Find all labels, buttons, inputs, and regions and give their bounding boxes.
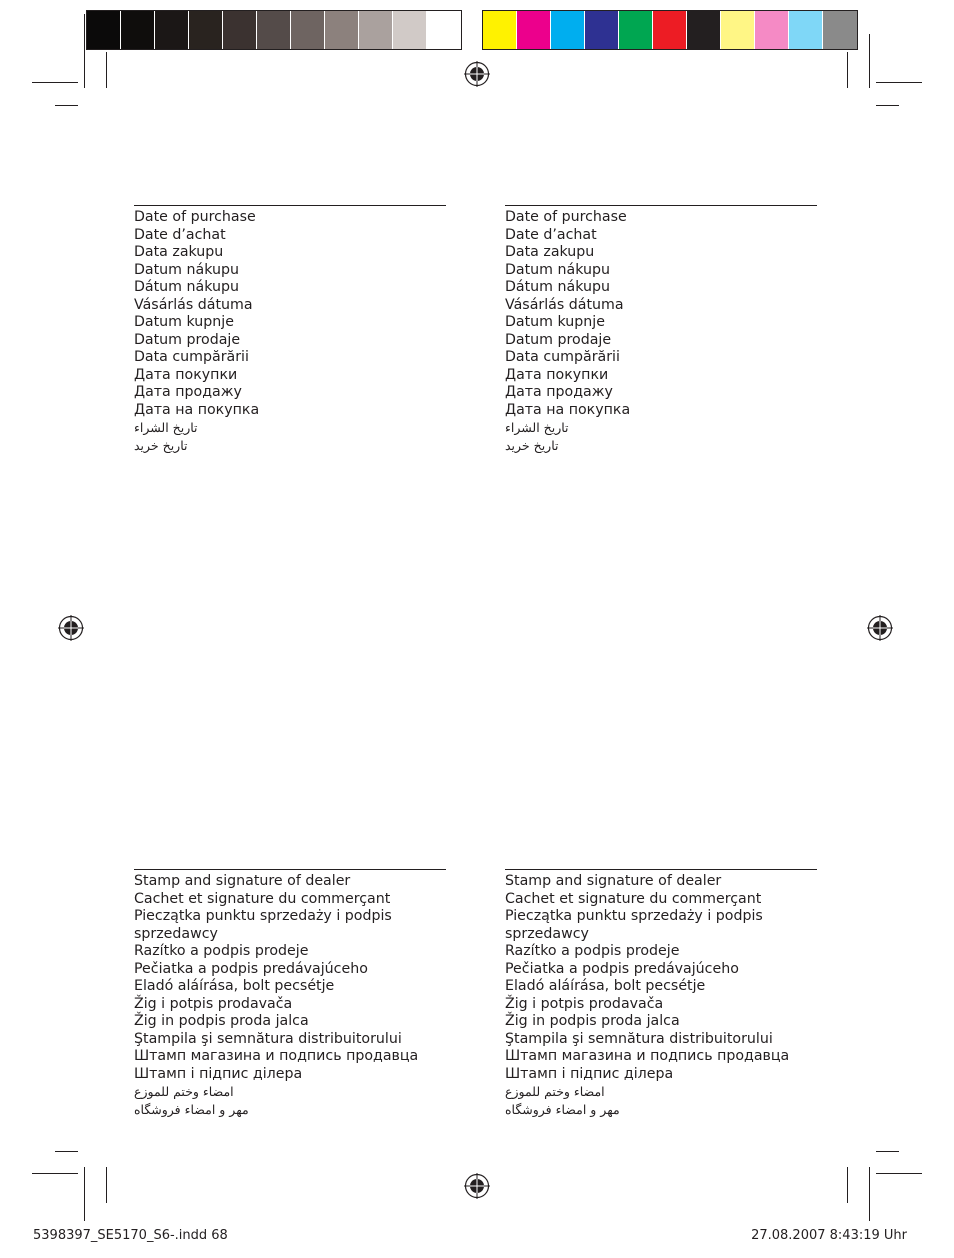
stamp-label-cz: Razítko a podpis prodeje <box>134 943 309 959</box>
date-label-fa: تاریخ خرید <box>134 438 188 453</box>
stamp-label-fa: مهر و امضاء فروشگاه <box>505 1102 620 1117</box>
stamp-label-ro: Ştampila şi semnătura distribuitorului <box>134 1030 402 1047</box>
color-swatch <box>585 11 619 49</box>
registration-mark-icon <box>58 615 84 641</box>
stamp-label-en: Stamp and signature of dealer <box>134 873 351 889</box>
date-label-bg: Дата на покупка <box>505 401 631 418</box>
date-label-bg: Дата на покупка <box>134 401 260 418</box>
stamp-label-ru: Штамп магазина и подпись продавца <box>505 1048 790 1064</box>
stamp-label-ua: Штамп і підпис ділера <box>134 1065 303 1082</box>
color-swatch <box>359 11 393 49</box>
crop-mark <box>876 82 922 83</box>
date-label-hr: Datum kupnje <box>505 314 605 330</box>
stamp-label-sk: Pečiatka a podpis predávajúceho <box>505 960 739 977</box>
process-color-bar <box>482 10 858 50</box>
stamp-signature-block-right <box>505 869 817 1119</box>
stamp-label-si: Žig in podpis proda jalca <box>134 1013 309 1029</box>
color-swatch <box>393 11 427 49</box>
registration-mark-icon <box>464 61 490 87</box>
date-label-hu: Vásárlás dátuma <box>505 296 624 313</box>
signature-line <box>134 869 446 870</box>
date-label-fr: Date d’achat <box>134 226 226 243</box>
date-label-ro: Data cumpărării <box>505 349 620 365</box>
stamp-label-hu: Eladó aláírása, bolt pecsétje <box>505 978 706 994</box>
stamp-label-hu: Eladó aláírása, bolt pecsétje <box>134 978 335 994</box>
date-label-ar: تاريخ الشراء <box>505 420 569 435</box>
color-swatch <box>653 11 687 49</box>
color-swatch <box>551 11 585 49</box>
stamp-label-ar: امضاء وختم للموزع <box>134 1084 234 1099</box>
stamp-label-hr: Žig i potpis prodavača <box>505 995 664 1012</box>
date-label-cz: Datum nákupu <box>134 261 239 278</box>
stamp-label-fr: Cachet et signature du commerçant <box>505 890 762 907</box>
date-label-en: Date of purchase <box>134 209 256 225</box>
date-label-cz: Datum nákupu <box>505 261 610 278</box>
date-label-pl: Data zakupu <box>505 244 595 260</box>
color-swatch <box>223 11 257 49</box>
color-swatch <box>687 11 721 49</box>
slug-timestamp: 27.08.2007 8:43:19 Uhr <box>751 1228 907 1243</box>
stamp-label-ar: امضاء وختم للموزع <box>505 1084 605 1099</box>
crop-mark <box>106 52 107 88</box>
crop-mark <box>876 1151 899 1152</box>
crop-mark <box>55 105 78 106</box>
crop-mark <box>106 1167 107 1203</box>
color-swatch <box>789 11 823 49</box>
date-label-pl: Data zakupu <box>134 244 224 260</box>
stamp-signature-block-left <box>134 869 446 1119</box>
color-swatch <box>291 11 325 49</box>
color-swatch <box>823 11 857 49</box>
color-swatch <box>517 11 551 49</box>
stamp-label-en: Stamp and signature of dealer <box>505 873 722 889</box>
color-swatch <box>189 11 223 49</box>
stamp-label-ro: Ştampila şi semnătura distribuitorului <box>505 1030 773 1047</box>
crop-mark <box>876 1173 922 1174</box>
slug-file-info: 5398397_SE5170_S6-.indd 68 <box>33 1228 228 1243</box>
date-label-sk: Dátum nákupu <box>505 279 610 295</box>
crop-mark <box>869 1167 870 1221</box>
crop-mark <box>847 52 848 88</box>
stamp-label-ru: Штамп магазина и подпись продавца <box>134 1048 419 1064</box>
registration-mark-icon <box>464 1173 490 1199</box>
date-label-si: Datum prodaje <box>134 331 241 348</box>
color-swatch <box>721 11 755 49</box>
date-label-en: Date of purchase <box>505 209 627 225</box>
crop-mark <box>55 1151 78 1152</box>
date-of-purchase-block-left <box>134 205 446 455</box>
stamp-label-pl: Pieczątka punktu sprzedaży i podpis sprzedawcy <box>505 908 763 942</box>
color-swatch <box>87 11 121 49</box>
stamp-label-hr: Žig i potpis prodavača <box>134 995 293 1012</box>
date-of-purchase-block-right <box>505 205 817 455</box>
color-swatch <box>483 11 517 49</box>
date-label-ua: Дата продажу <box>134 384 242 400</box>
stamp-label-si: Žig in podpis proda jalca <box>505 1013 680 1029</box>
crop-mark <box>84 1167 85 1221</box>
stamp-label-pl: Pieczątka punktu sprzedaży i podpis sprzedawcy <box>134 908 392 942</box>
date-label-ua: Дата продажу <box>505 384 613 400</box>
date-label-ro: Data cumpărării <box>134 349 249 365</box>
date-label-si: Datum prodaje <box>505 331 612 348</box>
date-label-ru: Дата покупки <box>134 366 238 383</box>
color-swatch <box>155 11 189 49</box>
date-label-fr: Date d’achat <box>505 226 597 243</box>
color-swatch <box>121 11 155 49</box>
signature-line <box>134 205 446 206</box>
stamp-label-fa: مهر و امضاء فروشگاه <box>134 1102 249 1117</box>
date-label-hu: Vásárlás dátuma <box>134 296 253 313</box>
grayscale-color-bar <box>86 10 462 50</box>
stamp-label-cz: Razítko a podpis prodeje <box>505 943 680 959</box>
stamp-label-sk: Pečiatka a podpis predávajúceho <box>134 960 368 977</box>
date-label-hr: Datum kupnje <box>134 314 234 330</box>
crop-mark <box>876 105 899 106</box>
color-swatch <box>619 11 653 49</box>
crop-mark <box>847 1167 848 1203</box>
signature-line <box>505 205 817 206</box>
color-swatch <box>325 11 359 49</box>
crop-mark <box>869 34 870 88</box>
crop-mark <box>32 1173 78 1174</box>
color-swatch <box>427 11 461 49</box>
color-swatch <box>257 11 291 49</box>
date-label-ru: Дата покупки <box>505 366 609 383</box>
date-label-fa: تاریخ خرید <box>505 438 559 453</box>
stamp-label-ua: Штамп і підпис ділера <box>505 1065 674 1082</box>
date-label-sk: Dátum nákupu <box>134 279 239 295</box>
registration-mark-icon <box>867 615 893 641</box>
crop-mark <box>32 82 78 83</box>
stamp-label-fr: Cachet et signature du commerçant <box>134 890 391 907</box>
date-label-ar: تاريخ الشراء <box>134 420 198 435</box>
signature-line <box>505 869 817 870</box>
color-swatch <box>755 11 789 49</box>
crop-mark <box>84 14 85 88</box>
